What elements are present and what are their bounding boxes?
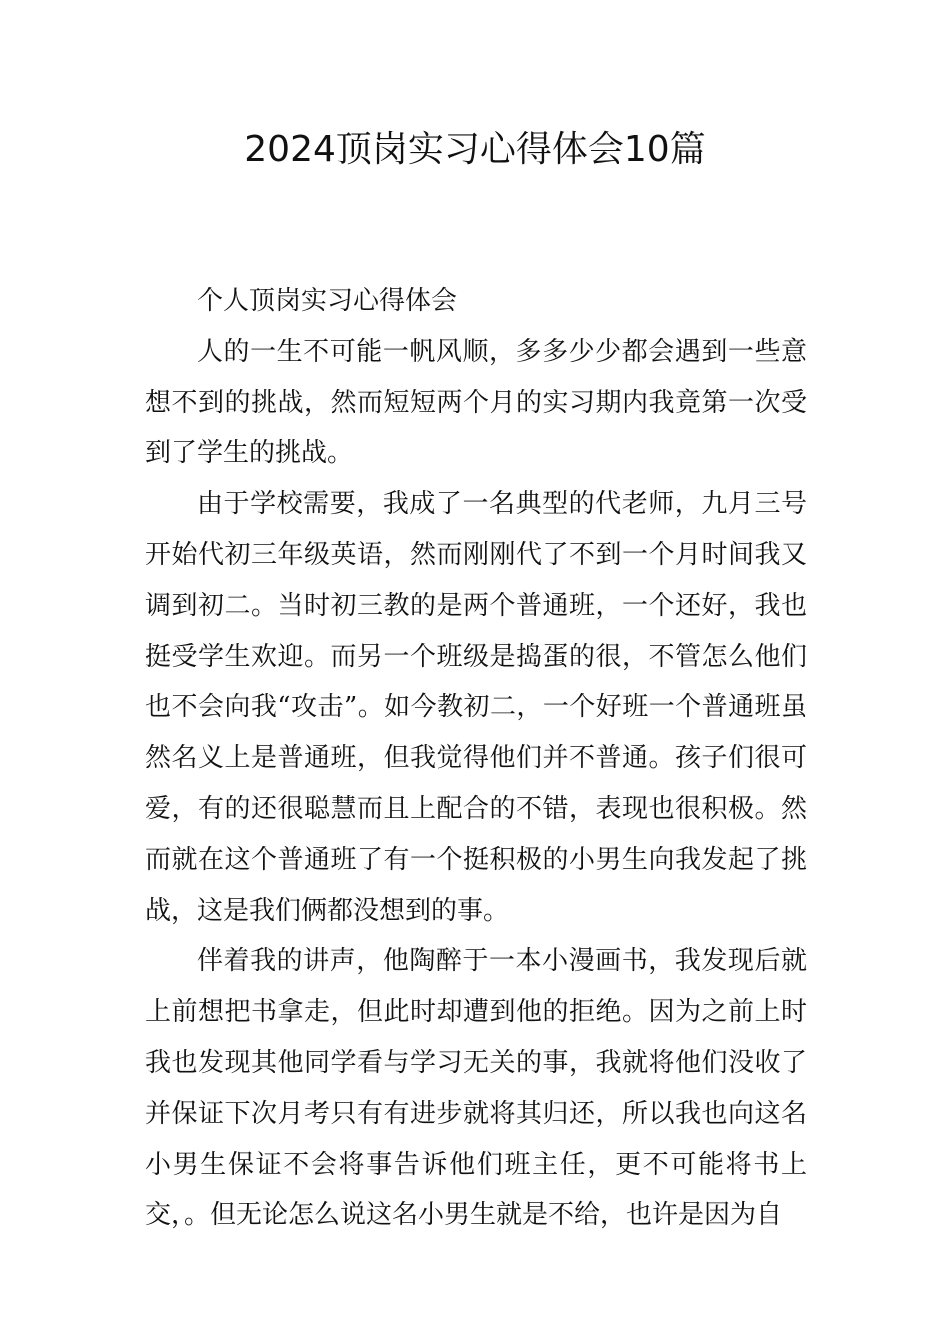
document-title: 2024顶岗实习心得体会10篇 [244, 129, 706, 170]
paragraph: 由于学校需要，我成了一名典型的代老师，九月三号开始代初三年级英语，然而刚刚代了不到一个月时间我又调到初二。当时初三教的是两个普通班，一个还好，我也挺受学生欢迎。而另一个班级是捣蛋的很，不管怎么他们也不会向我“攻击”。如今教初二，一个好班一个普通班虽然名义上是普通班，但我觉得他们并不普通。孩子们很可爱，有的还很聪慧而且上配合的不错，表现也很积极。然而就在这个普通班了有一个挺积极的小男生向我发起了挑战，这是我们俩都没想到的事。 [145, 489, 807, 926]
document-body [145, 276, 807, 1241]
paragraph: 伴着我的讲声，他陶醉于一本小漫画书，我发现后就上前想把书拿走，但此时却遭到他的拒绝。因为之前上时我也发现其他同学看与学习无关的事，我就将他们没收了并保证下次月考只有有进步就将其归还，所以我也向这名小男生保证不会将事告诉他们班主任，更不可能将书上交，。但无论怎么说这名小男生就是不给，也许是因为自 [145, 946, 807, 1231]
section-heading: 个人顶岗实习心得体会 [197, 286, 458, 316]
paragraph: 人的一生不可能一帆风顺，多多少少都会遇到一些意想不到的挑战，然而短短两个月的实习期内我竟第一次受到了学生的挑战。 [145, 336, 807, 469]
